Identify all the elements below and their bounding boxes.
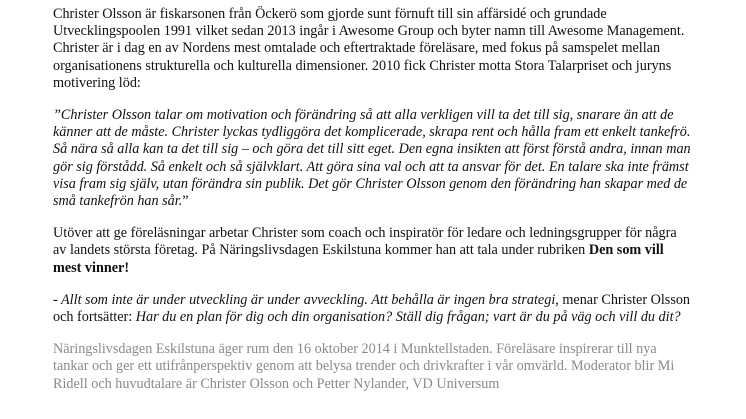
jury-quote-closing-mark: ” (182, 193, 189, 210)
statement-paragraph (53, 292, 693, 326)
coach-paragraph (53, 225, 693, 277)
statement-quote: - Allt som inte är under utveckling är under avveckling. Att behålla är ingen bra strategi (53, 291, 556, 308)
statement-attribution: , menar Christer Olsson och fortsätter: (53, 291, 691, 326)
document-body (53, 6, 693, 408)
event-paragraph: Näringslivsdagen Eskilstuna äger rum den 16 oktober 2014 i Munktellstaden. Föreläsare inspirerar till nya tankar och ger ett utifrånperspektiv genom att belysa trender och drivkrafter i vår omvärld. Moderator blir Mi Ridell och huvudtalare är Christer Olsson och Petter Nylander, VD Universum (53, 341, 675, 392)
jury-quote-text: ”Christer Olsson talar om motivation och förändring så att alla verkligen vill ta det till sig, snarare än att de känner att de måste. Christer lyckas tydliggöra det komplicerade, skrapa rent och hålla fram ett enkelt tankefrö. Så nära så alla kan ta det till sig – och göra det till sitt eget. Den egna insikten att först förstå andra, innan man gör sig förstådd. Så enkelt och så självklart. Att göra sina val och att ta ansvar för det. En talare ska inte främst visa fram sig själv, utan förändra sin publik. Det gör Christer Olsson genom den förändring han skapar med de små tankefrön han sår. (53, 107, 691, 210)
intro-paragraph: Christer Olsson är fiskarsonen från Öckerö som gjorde sunt förnuft till sin affärsidé och grundade Utvecklingspoolen 1991 vilket sedan 2013 ingår i Awesome Group och byter namn till Awesome Management. Christer är i dag en av Nordens mest omtalade och eftertraktade föreläsare, med fokus på samspelet mellan organisationens strukturella och kulturella dimensioner. 2010 fick Christer motta Stora Talarpriset och juryns motivering löd: (53, 6, 685, 91)
jury-quote-paragraph (53, 107, 693, 210)
coach-text: Utöver att ge föreläsningar arbetar Christer som coach och inspiratör för ledare och ledningsgrupper för några av landets största företag. På Näringslivsdagen Eskilstuna kommer han att tala under rubriken (53, 225, 677, 259)
talk-title: Den som vill mest vinner! (53, 242, 664, 276)
statement-question: Har du en plan för dig och din organisation? Ställ dig frågan; vart är du på väg och vill du dit? (135, 309, 681, 326)
